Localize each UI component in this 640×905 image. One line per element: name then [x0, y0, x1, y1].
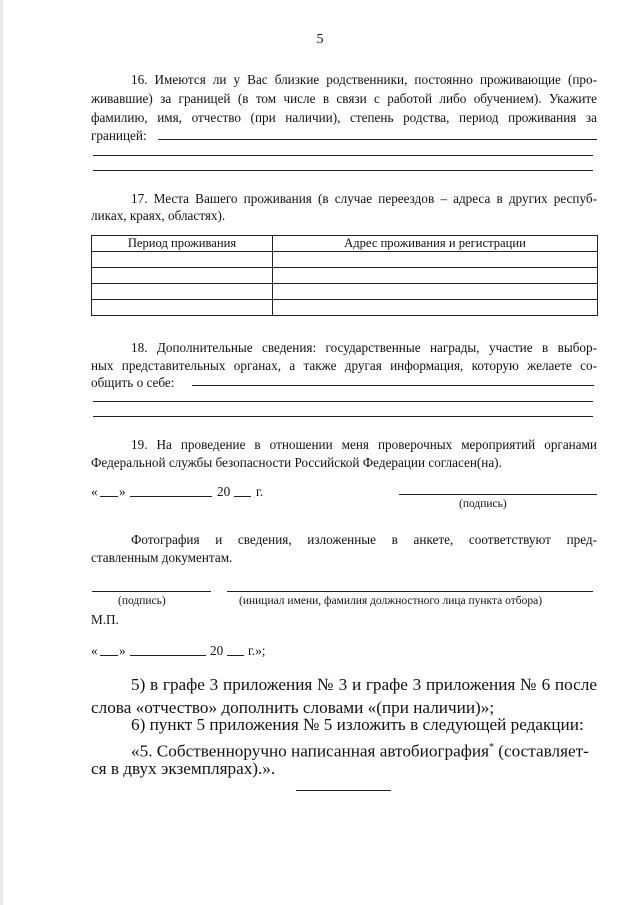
q18-answer-line-3[interactable]	[93, 416, 593, 417]
cell-period[interactable]	[92, 268, 273, 284]
date1-day-field[interactable]	[100, 496, 118, 497]
cell-period[interactable]	[92, 284, 273, 300]
table-row[interactable]	[92, 300, 598, 316]
date2-open-quote: «	[91, 643, 98, 658]
scan-edge-shadow	[0, 0, 3, 905]
signature-label-1: (подпись)	[459, 498, 507, 510]
q18-line-1: 18. Дополнительные сведения: государственные награды, участие в выбор-	[131, 340, 597, 355]
header-period: Период проживания	[92, 236, 273, 252]
q16-line-3: фамилию, имя, отчество (при наличии), степень родства, период проживания за	[91, 110, 597, 125]
date2-year-field[interactable]	[227, 655, 244, 656]
q16-answer-line-3[interactable]	[93, 170, 593, 171]
date1-month-field[interactable]	[130, 496, 212, 497]
residence-table	[91, 235, 598, 316]
table-row[interactable]	[92, 252, 598, 268]
cell-period[interactable]	[92, 300, 273, 316]
q16-answer-line-2[interactable]	[93, 155, 593, 156]
date1-year-prefix: 20	[217, 484, 231, 499]
date1-year-suffix: г.	[256, 484, 264, 499]
amendment-7-text-b: (составляет-	[493, 741, 589, 761]
page-number: 5	[316, 32, 324, 47]
cell-period[interactable]	[92, 252, 273, 268]
amendment-5-line-2: слова «отчество» дополнить словами «(при наличии)»;	[91, 698, 495, 717]
date2-day-field[interactable]	[100, 655, 118, 656]
amendment-7-text-a: «5. Собственноручно написанная автобиография	[131, 741, 489, 761]
official-name-line[interactable]	[227, 591, 593, 592]
date2-year-prefix: 20	[210, 643, 224, 658]
cell-address[interactable]	[273, 284, 598, 300]
q16-line-4: границей:	[91, 128, 147, 143]
q18-answer-line-1[interactable]	[192, 385, 594, 386]
verification-line-2: ставленным документам.	[91, 550, 233, 565]
table-row[interactable]	[92, 284, 598, 300]
footnote-mark: *	[488, 742, 494, 753]
amendment-5-line-1: 5) в графе 3 приложения № 3 и графе 3 приложения № 6 после	[131, 675, 597, 694]
q17-line-1: 17. Места Вашего проживания (в случае переездов – адреса в других респуб-	[131, 191, 597, 206]
q18-line-3: общить о себе:	[91, 375, 175, 390]
signature-line-2[interactable]	[92, 591, 211, 592]
q19-line-2: Федеральной службы безопасности Российской Федерации согласен(на).	[91, 455, 502, 470]
date1-open-quote: «	[91, 484, 98, 499]
footnote-separator	[296, 790, 391, 791]
amendment-7-line-2: ся в двух экземплярах).».	[91, 759, 276, 778]
cell-address[interactable]	[273, 268, 598, 284]
q19-line-1: 19. На проведение в отношении меня проверочных мероприятий органами	[131, 437, 597, 452]
date1-year-field[interactable]	[234, 496, 251, 497]
signature-label-2: (подпись)	[118, 595, 166, 607]
stamp-label: М.П.	[91, 612, 119, 627]
verification-line-1: Фотография и сведения, изложенные в анкете, соответствуют пред-	[131, 532, 597, 547]
q18-line-2: ных представительных органах, а также другая информация, которую желаете со-	[91, 358, 597, 373]
date2-month-field[interactable]	[130, 655, 206, 656]
q16-line-1: 16. Имеются ли у Вас близкие родственники, постоянно проживающие (про-	[131, 72, 597, 87]
table-row[interactable]	[92, 268, 598, 284]
residence-table-header-row	[92, 236, 598, 252]
amendment-6-line-1: 6) пункт 5 приложения № 5 изложить в следующей редакции:	[131, 715, 584, 734]
date2-close-quote: »	[119, 643, 126, 658]
q18-answer-line-2[interactable]	[93, 401, 593, 402]
cell-address[interactable]	[273, 300, 598, 316]
q16-answer-line-1[interactable]	[158, 139, 597, 140]
q16-line-2: живавшие) за границей (в том числе в связи с работой либо обучением). Укажите	[91, 91, 597, 106]
date2-year-suffix: г.»;	[248, 643, 266, 658]
header-address: Адрес проживания и регистрации	[273, 236, 598, 252]
signature-line-1[interactable]	[399, 494, 597, 495]
official-label: (инициал имени, фамилия должностного лица пункта отбора)	[239, 595, 543, 607]
date1-close-quote: »	[119, 484, 126, 499]
q17-line-2: ликах, краях, областях).	[91, 208, 226, 223]
cell-address[interactable]	[273, 252, 598, 268]
